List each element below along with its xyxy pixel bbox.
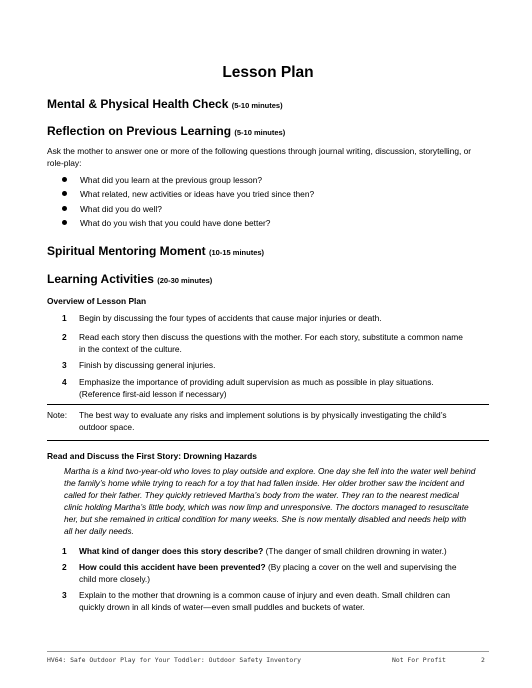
bullet-icon bbox=[62, 220, 67, 225]
section-heading-spiritual bbox=[47, 244, 264, 258]
section-heading-reflection bbox=[47, 124, 285, 138]
page-title: Lesson Plan bbox=[222, 64, 314, 81]
section-label: Reflection on Previous Learning bbox=[47, 124, 232, 138]
answer-text: Explain to the mother that drowning is a common cause of injury and even death. Small children can quickly drown in all kinds of water—even small puddles and buckets of water. bbox=[79, 590, 451, 612]
item-number: 2 bbox=[62, 332, 67, 342]
footer-rule bbox=[47, 651, 489, 652]
item-text: Emphasize the importance of providing adult supervision as much as possible in play situations. (Reference first-aid lesson if necessary) bbox=[79, 377, 434, 399]
bullet-text: What related, new activities or ideas have you tried since then? bbox=[80, 189, 315, 199]
page-number: 2 bbox=[481, 656, 485, 664]
overview-item bbox=[62, 376, 469, 400]
bullet-text: What did you do well? bbox=[80, 204, 162, 214]
item-text: Read each story then discuss the questions with the mother. For each story, substitute a common name in the context of the culture. bbox=[79, 332, 463, 354]
section-label: Mental & Physical Health Check bbox=[47, 97, 229, 111]
overview-item bbox=[62, 331, 469, 355]
reflection-intro: Ask the mother to answer one or more of the following questions through journal writing, discussion, storytelling, or role-play: bbox=[47, 146, 472, 168]
bullet-text: What do you wish that you could have done better? bbox=[80, 218, 271, 228]
item-number: 4 bbox=[62, 377, 67, 387]
section-duration: (5-10 minutes) bbox=[234, 128, 286, 137]
question-item bbox=[62, 545, 469, 557]
section-label: Learning Activities bbox=[47, 272, 154, 286]
overview-item bbox=[62, 312, 469, 324]
story-text: Martha is a kind two-year-old who loves to play outside and explore. One day she fell into the water well behind the family’s home while trying to reach for a toy that had fallen inside. Her older brother saw the incident and called for their father. They quickly retrieved Martha’s body from the water. They ran to the nearest medical clinic holding Martha’s little body, which was now limp and unresponsive. The doctors managed to resuscitate her, but she remained in critical condition for many weeks. She is now mentally disabled and needs help with all her daily needs. bbox=[64, 466, 476, 536]
section-label: Spiritual Mentoring Moment bbox=[47, 244, 206, 258]
item-number: 1 bbox=[62, 313, 67, 323]
section-heading-health bbox=[47, 97, 283, 111]
footer-title: HV64: Safe Outdoor Play for Your Toddler: Outdoor Safety Inventory bbox=[47, 656, 301, 664]
overview-heading: Overview of Lesson Plan bbox=[47, 296, 147, 306]
item-number: 3 bbox=[62, 590, 67, 600]
item-text: Begin by discussing the four types of accidents that cause major injuries or death. bbox=[79, 313, 382, 323]
bullet-item bbox=[62, 217, 270, 229]
overview-item bbox=[62, 359, 469, 371]
note-label: Note: bbox=[47, 410, 68, 420]
story-heading: Read and Discuss the First Story: Drowning Hazards bbox=[47, 451, 257, 461]
section-duration: (5-10 minutes) bbox=[231, 101, 283, 110]
question-item bbox=[62, 561, 469, 585]
bullet-item bbox=[62, 203, 162, 215]
item-number: 3 bbox=[62, 360, 67, 370]
note-top-rule bbox=[47, 404, 489, 405]
item-number: 2 bbox=[62, 562, 67, 572]
bullet-icon bbox=[62, 191, 67, 196]
bullet-item bbox=[62, 174, 262, 186]
item-text: Finish by discussing general injuries. bbox=[79, 360, 216, 370]
section-duration: (20-30 minutes) bbox=[157, 276, 213, 285]
note-text: The best way to evaluate any risks and implement solutions is by physically investigating the child’s outdoor space. bbox=[79, 410, 447, 432]
question-text: What kind of danger does this story describe? bbox=[79, 546, 264, 556]
answer-text: (The danger of small children drowning in water.) bbox=[263, 546, 447, 556]
section-duration: (10-15 minutes) bbox=[209, 248, 265, 257]
bullet-text: What did you learn at the previous group lesson? bbox=[80, 175, 263, 185]
bullet-icon bbox=[62, 177, 67, 182]
note-box bbox=[47, 409, 489, 433]
section-heading-activities bbox=[47, 272, 212, 286]
answer-text: (By placing a cover on the well and supervising the child more closely.) bbox=[79, 562, 457, 584]
footer-notice: Not For Profit bbox=[392, 656, 446, 664]
bullet-icon bbox=[62, 206, 67, 211]
bullet-item bbox=[62, 188, 314, 200]
note-bottom-rule bbox=[47, 440, 489, 441]
question-item bbox=[62, 589, 469, 613]
question-text: How could this accident have been prevented? bbox=[79, 562, 266, 572]
item-number: 1 bbox=[62, 546, 67, 556]
